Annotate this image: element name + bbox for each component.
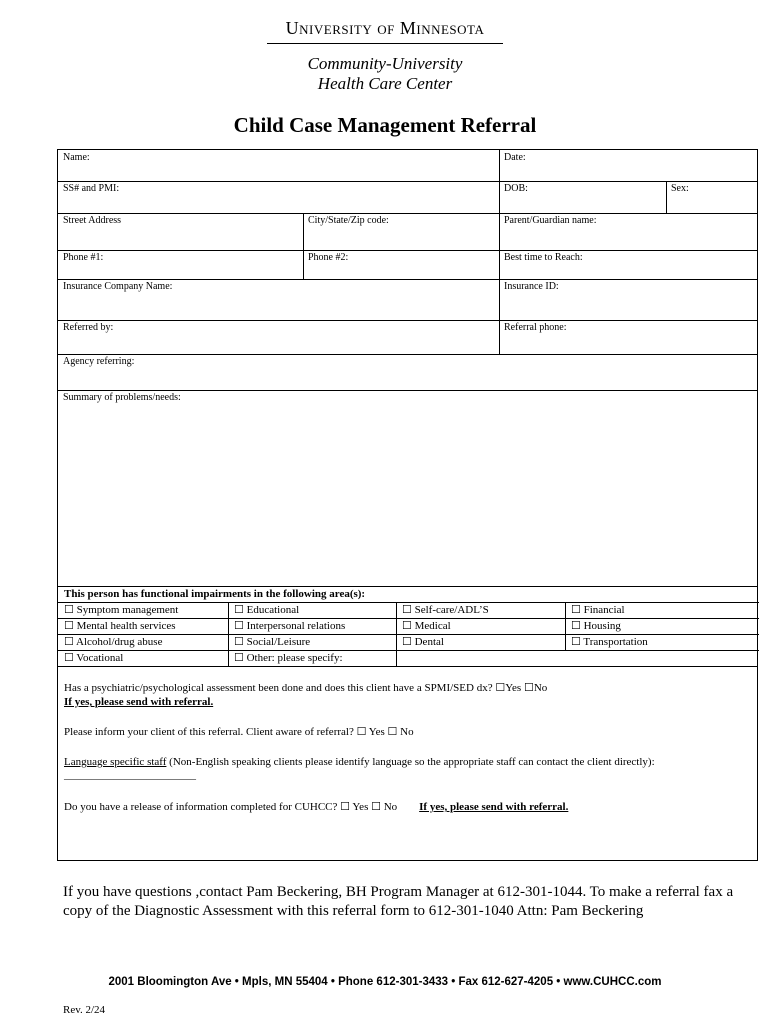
referral-form xyxy=(57,149,758,861)
summary-field[interactable]: Summary of problems/needs: xyxy=(63,392,181,403)
checkbox-housing[interactable]: ☐ Housing xyxy=(571,620,621,632)
release-note: If yes, please send with referral. xyxy=(419,801,569,813)
checkbox-vocational[interactable]: ☐ Vocational xyxy=(64,652,124,664)
revision-label: Rev. 2/24 xyxy=(63,1004,106,1016)
checkbox-alcohol-drug[interactable]: ☐ Alcohol/drug abuse xyxy=(64,636,163,648)
referral-phone-field[interactable]: Referral phone: xyxy=(504,322,567,333)
checkbox-self-care[interactable]: ☐ Self-care/ADL’S xyxy=(402,604,489,616)
name-field[interactable]: Name: xyxy=(63,152,90,163)
row-divider xyxy=(58,213,757,214)
center-name xyxy=(0,54,770,94)
checkbox-other[interactable]: ☐ Other: please specify: xyxy=(234,652,343,664)
row-divider xyxy=(58,320,757,321)
checkbox-symptom-management[interactable]: ☐ Symptom management xyxy=(64,604,179,616)
phone1-field[interactable]: Phone #1: xyxy=(63,252,104,263)
insurance-company-field[interactable]: Insurance Company Name: xyxy=(63,281,173,292)
row-divider xyxy=(58,250,757,251)
university-name: University of Minnesota xyxy=(285,18,485,38)
contact-info: If you have questions ,contact Pam Beckering, BH Program Manager at 612-301-1044. To make a referral fax a copy of the Diagnostic Assessment with this referral form to 612-301-1040 Attn: Pam Beckering xyxy=(63,884,734,919)
row-divider xyxy=(58,354,757,355)
checkbox-dental[interactable]: ☐ Dental xyxy=(402,636,444,648)
footer-address: 2001 Bloomington Ave • Mpls, MN 55404 • Phone 612-301-3433 • Fax 612-627-4205 • www.CUHCC.com xyxy=(108,976,662,988)
checkbox-educational[interactable]: ☐ Educational xyxy=(234,604,300,616)
checkbox-transportation[interactable]: ☐ Transportation xyxy=(571,636,648,648)
ss-pmi-field[interactable]: SS# and PMI: xyxy=(63,183,120,194)
checkbox-medical[interactable]: ☐ Medical xyxy=(402,620,451,632)
release-question-text: Do you have a release of information completed for CUHCC? ☐ Yes ☐ No xyxy=(64,801,398,813)
assessment-note: If yes, please send with referral. xyxy=(64,696,214,708)
header-divider xyxy=(267,43,503,44)
best-time-field[interactable]: Best time to Reach: xyxy=(504,252,583,263)
dob-field[interactable]: DOB: xyxy=(504,183,528,194)
agency-referring-field[interactable]: Agency referring: xyxy=(63,356,135,367)
street-address-field[interactable]: Street Address xyxy=(63,215,122,226)
checkbox-interpersonal[interactable]: ☐ Interpersonal relations xyxy=(234,620,346,632)
assessment-question[interactable]: Has a psychiatric/psychological assessment been done and does this client have a SPMI/SED dx? ☐Yes ☐No xyxy=(64,682,548,694)
sex-field[interactable]: Sex: xyxy=(671,183,689,194)
impairments-title: This person has functional impairments in the following area(s): xyxy=(64,588,366,600)
language-staff-text: (Non-English speaking clients please identify language so the appropriate staff can contact the client directly): ________________________ xyxy=(64,756,655,781)
checkbox-mental-health[interactable]: ☐ Mental health services xyxy=(64,620,176,632)
language-staff-label: Language specific staff xyxy=(64,756,167,768)
checkbox-social-leisure[interactable]: ☐ Social/Leisure xyxy=(234,636,311,648)
referred-by-field[interactable]: Referred by: xyxy=(63,322,114,333)
client-aware-question[interactable]: Please inform your client of this referral. Client aware of referral? ☐ Yes ☐ No xyxy=(64,726,414,738)
center-name-line1: Community-University xyxy=(307,54,463,73)
release-question[interactable] xyxy=(64,801,568,814)
row-divider xyxy=(58,586,757,587)
center-name-line2: Health Care Center xyxy=(317,74,453,93)
checkbox-financial[interactable]: ☐ Financial xyxy=(571,604,625,616)
form-title: Child Case Management Referral xyxy=(233,113,537,137)
phone2-field[interactable]: Phone #2: xyxy=(308,252,349,263)
insurance-id-field[interactable]: Insurance ID: xyxy=(504,281,559,292)
language-staff-question[interactable] xyxy=(64,756,704,782)
row-divider xyxy=(58,181,757,182)
city-state-zip-field[interactable]: City/State/Zip code: xyxy=(308,215,389,226)
letterhead xyxy=(0,18,770,94)
date-field[interactable]: Date: xyxy=(504,152,526,163)
parent-guardian-field[interactable]: Parent/Guardian name: xyxy=(504,215,597,226)
